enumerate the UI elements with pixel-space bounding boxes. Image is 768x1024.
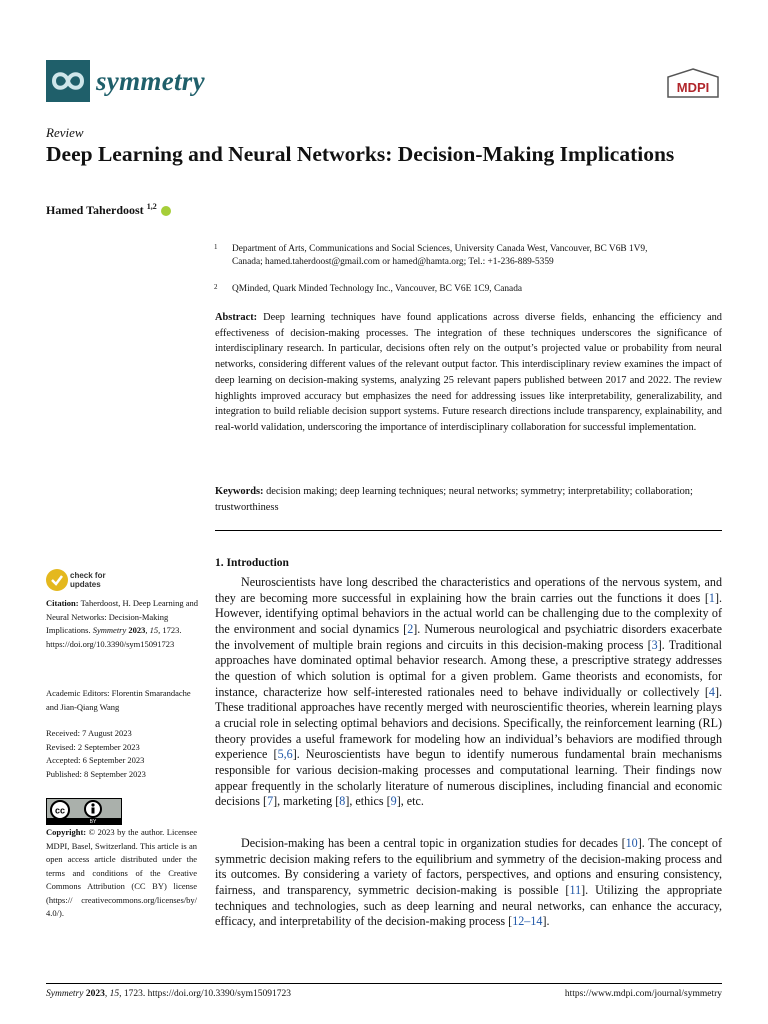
journal-name: symmetry bbox=[96, 66, 205, 96]
intro-paragraph-2: Decision-making has been a central topic in organization studies for decades [10]. The concept of symmetric decision making refers to the equilibrium and symmetry of the decision-making process and its outcomes. By considering a variety of factors, perspectives, and options and ensuring consistency, fairness, and transparency, symmetric decision-making is possible [11]. Utilizing the appropriate techniques and technologies, such as deep learning and neural networks, can enhance the accuracy, efficacy, and interpretability of the decision-making process [12–14]. bbox=[215, 836, 723, 929]
article-type: Review bbox=[46, 125, 84, 140]
dates-block bbox=[46, 727, 201, 781]
reference-link[interactable]: 2 bbox=[407, 621, 414, 636]
footer-citation: Symmetry 2023, 15, 1723. https://doi.org/10.3390/sym15091723 bbox=[46, 989, 291, 999]
section-heading: 1. Introduction bbox=[215, 557, 289, 569]
divider bbox=[215, 530, 722, 531]
affiliation-text: QMinded, Quark Minded Technology Inc., Vancouver, BC V6E 1C9, Canada bbox=[232, 284, 523, 294]
check-for-updates-icon bbox=[46, 569, 68, 591]
reference-link[interactable]: 4 bbox=[708, 684, 715, 699]
citation-year: 2023 bbox=[128, 625, 146, 635]
reference-link[interactable]: 1 bbox=[708, 590, 715, 605]
author-affiliation-marks: 1,2 bbox=[146, 202, 157, 211]
reference-link[interactable]: 5,6 bbox=[277, 747, 293, 762]
intro-paragraph-1: Neuroscientists have long described the characteristics and operations of the nervous system, and they are becoming more successful in explaining how the brain carries out the functions it does [1]. However, identifying optimal behaviors in the actual world can be challenging due to the complexity of the environment and social dynamics [2]. Numerous neurological and psychiatric disorders exacerbate the involvement of multiple brain regions and circuits in this decision-making process [3]. Traditional approaches have dominated optimal behavior research. Among these, a prescriptive strategy addresses the question of which solution is optimal for a given problem. Game theorists and economists, for instance, characterize how self-interested rationales need to behave individually or collectively [4]. These traditional approaches have recently merged with neuroscientific theories, wherein learning plays a crucial role in selecting optimal behaviors and decisions. Specifically, the reinforcement learning (RL) theory provides a useful framework for modeling how an individual’s behaviors are modified through experience [5,6]. Neuroscientists have begun to identify numerous fundamental brain mechanisms responsible for various decision-making processes and computational learning. Their findings now appear frequently in the scholarly literature of numerous disciplines, including financial and economic decisions [7], marketing [8], ethics [9], etc. bbox=[215, 575, 723, 809]
author-name[interactable]: Hamed Taherdoost bbox=[46, 203, 144, 217]
citation-label: Citation: bbox=[46, 598, 79, 608]
affiliation-number: 2 bbox=[214, 283, 218, 291]
reference-link[interactable]: 11 bbox=[569, 882, 582, 897]
abstract bbox=[215, 310, 722, 436]
citation-text: Taherdoost, H. Deep Learning and Neural Networks: Decision-Making Implications. bbox=[46, 598, 198, 635]
copyright-text: © 2023 by the author. Licensee MDPI, Basel, Switzerland. This article is an open access article distributed under the terms and conditions of the Creative Commons Attribution (CC BY) license (https:// creativecommons.org/licenses/by/ 4.0/). bbox=[46, 827, 198, 918]
footer-divider bbox=[46, 983, 722, 984]
keywords-label: Keywords: bbox=[215, 486, 264, 497]
keywords bbox=[215, 484, 722, 515]
reference-link[interactable]: 9 bbox=[390, 794, 397, 809]
keywords-text: decision making; deep learning techniques; neural networks; symmetry; interpretability; collaboration; trustworthiness bbox=[215, 486, 693, 513]
revised-date: Revised: 2 September 2023 bbox=[46, 741, 140, 752]
cc-by-license-badge[interactable] bbox=[46, 798, 122, 825]
affiliation-2 bbox=[215, 283, 725, 296]
academic-editors: Academic Editors: Florentin Smarandache and Jian-Qiang Wang bbox=[46, 688, 191, 712]
affiliation-number: 1 bbox=[214, 243, 218, 251]
footer-journal-url[interactable]: https://www.mdpi.com/journal/symmetry bbox=[564, 989, 722, 999]
affiliation-1 bbox=[215, 243, 725, 268]
mdpi-logo[interactable] bbox=[666, 68, 720, 98]
citation-block: Citation: Taherdoost, H. Deep Learning and Neural Networks: Decision-Making Implications. Symmetry 2023, 15, 1723. https://doi.org/10.3390/sym15091723 bbox=[46, 598, 198, 649]
svg-text:cc: cc bbox=[54, 805, 66, 816]
copyright-notice bbox=[46, 826, 197, 921]
mdpi-logo-text: MDPI bbox=[676, 80, 710, 95]
reference-link[interactable]: 10 bbox=[625, 836, 638, 850]
citation-volume: 15 bbox=[149, 625, 159, 635]
reference-link[interactable]: 7 bbox=[267, 794, 274, 809]
accepted-date: Accepted: 6 September 2023 bbox=[46, 755, 145, 765]
abstract-label: Abstract: bbox=[215, 312, 258, 323]
reference-link[interactable]: 8 bbox=[339, 794, 346, 809]
author-line bbox=[46, 202, 171, 218]
cc-badge-text: BY bbox=[89, 819, 97, 824]
article-title: Deep Learning and Neural Networks: Decision-Making Implications bbox=[46, 142, 675, 166]
journal-logo-icon bbox=[46, 60, 90, 102]
orcid-icon[interactable] bbox=[161, 206, 171, 216]
check-for-updates-label: check for bbox=[70, 571, 106, 580]
received-date: Received: 7 August 2023 bbox=[46, 728, 132, 738]
check-for-updates-label: updates bbox=[70, 580, 101, 589]
abstract-text: Deep learning techniques have found applications across diverse fields, enhancing the efficiency and effectiveness of decision-making processes. The integration of these techniques underscores the significance of interdisciplinary research. In particular, decisions often rely on the output’s projected value or probability from neural networks, considering different values of the relevant output factor. This interdisciplinary review examines the impact of deep learning on decision-making systems, analyzing 25 relevant papers published between 2017 and 2022. The review highlights improved accuracy but emphasizes the need for addressing issues like interpretability, generalizability, and integration to build reliable decision support systems. Future research directions include transparency, explainability, and real-world validation, underscoring the importance of interdisciplinary collaboration for successful implementation. bbox=[215, 312, 723, 433]
reference-link[interactable]: 12–14 bbox=[512, 914, 543, 929]
affiliation-text: Department of Arts, Communications and Social Sciences, University Canada West, Vancouver, BC V6B 1V9, Canada; hamed.taherdoost@gmail.com or hamed@hamta.org; Tel.: +1-236-889-5359 bbox=[232, 244, 648, 267]
citation-pages: , 1723. https://doi.org/10.3390/sym15091723 bbox=[46, 625, 182, 649]
citation-journal: Symmetry bbox=[92, 625, 127, 635]
copyright-label: Copyright: bbox=[46, 827, 87, 837]
reference-link[interactable]: 3 bbox=[651, 637, 658, 652]
published-date: Published: 8 September 2023 bbox=[46, 768, 146, 779]
